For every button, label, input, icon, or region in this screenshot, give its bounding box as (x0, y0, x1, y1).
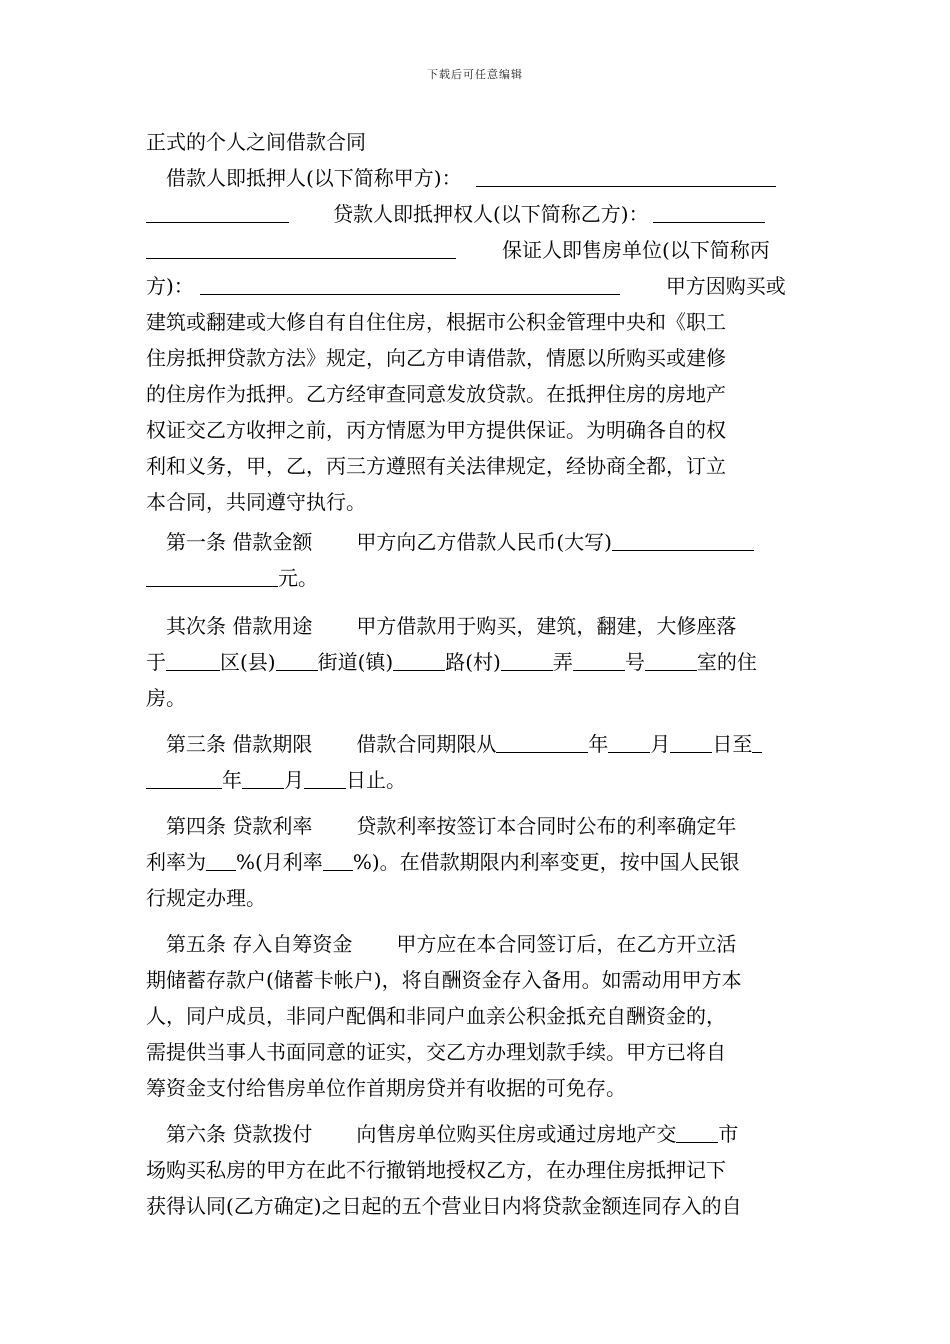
monthly-rate-label: %(月利率 (236, 850, 323, 874)
article-5-line-3: 人，同户成员，非同户配偶和非同户血亲公积金抵充自酬资金的， (146, 1004, 726, 1028)
end-year-blank-start[interactable] (752, 730, 762, 753)
article-2-line-3: 房。 (146, 686, 186, 710)
start-year-blank[interactable] (496, 730, 588, 753)
article-6-heading: 第六条 贷款拨付 (166, 1122, 313, 1146)
article-5-line-2: 期储蓄存款户(储蓄卡帐户)，将自酬资金存入备用。如需动用甲方本 (146, 968, 742, 992)
article-6-line-2: 场购买私房的甲方在此不行撤销地授权乙方，在办理住房抵押记下 (146, 1158, 726, 1182)
number-blank[interactable] (573, 648, 625, 671)
number-label: 号 (624, 650, 645, 674)
article-5-line-5: 筹资金支付给售房单位作首期房贷并有收据的可免存。 (146, 1076, 626, 1100)
borrower-label: 借款人即抵押人(以下简称甲方)： (166, 166, 462, 190)
document-title: 正式的个人之间借款合同 (146, 130, 366, 154)
article-3-heading: 第三条 借款期限 (166, 732, 313, 756)
para1-line-4: 的住房作为抵押。乙方经审查同意发放贷款。在抵押住房的房地产 (146, 382, 726, 406)
district-blank[interactable] (166, 648, 220, 671)
annual-rate-blank[interactable] (206, 848, 236, 871)
lender-blank[interactable] (653, 200, 765, 223)
loan-amount-blank[interactable] (612, 528, 754, 551)
end-day-label: 日止。 (346, 768, 406, 792)
article-2-line-1 (146, 608, 808, 644)
guarantor-label: 保证人即售房单位(以下简称丙 (502, 238, 770, 262)
intro-line-1 (146, 160, 808, 196)
article-1-line-2 (146, 560, 808, 596)
annual-rate-label: 利率为 (146, 850, 206, 874)
room-label: 室的住 (696, 650, 757, 674)
intro-line-4 (146, 268, 808, 304)
loan-amount-blank-cont[interactable] (146, 564, 278, 587)
para1-line-2: 建筑或翻建或大修自有自住住房，根据市公积金管理中央和《职工 (146, 310, 726, 334)
article-5-heading: 第五条 存入自筹资金 (166, 932, 353, 956)
para1-line-3: 住房抵押贷款方法》规定，向乙方申请借款，情愿以所购买或建修 (146, 346, 726, 370)
start-day-label: 日至 (712, 732, 753, 756)
article-4-line-1 (146, 808, 808, 844)
intro-line-3 (146, 232, 808, 268)
road-label: 路(村) (445, 650, 501, 674)
article-6-text: 向售房单位购买住房或通过房地产交 (356, 1122, 677, 1146)
location-prefix: 于 (146, 650, 166, 674)
rate-change-text: %)。在借款期限内利率变更，按中国人民银 (352, 850, 740, 874)
article-1-unit: 元。 (278, 566, 318, 590)
start-month-label: 月 (650, 732, 671, 756)
road-blank[interactable] (393, 648, 445, 671)
market-blank[interactable] (676, 1120, 718, 1143)
article-1-heading: 第一条 借款金额 (166, 530, 313, 554)
end-year-label: 年 (222, 768, 242, 792)
borrower-blank-cont[interactable] (146, 200, 289, 223)
market-label: 市 (718, 1122, 739, 1146)
start-day-blank[interactable] (670, 730, 712, 753)
para1-line-6: 利和义务，甲，乙，丙三方遵照有关法律规定，经协商全都，订立 (146, 454, 726, 478)
guarantor-blank[interactable] (200, 272, 620, 295)
article-4-line-3: 行规定办理。 (146, 886, 266, 910)
start-year-label: 年 (588, 732, 609, 756)
article-4-text: 贷款利率按签订本合同时公布的利率确定年 (356, 814, 737, 838)
article-1-text: 甲方向乙方借款人民币(大写) (356, 530, 612, 554)
room-blank[interactable] (645, 648, 697, 671)
street-blank[interactable] (276, 648, 318, 671)
article-2-heading: 其次条 借款用途 (166, 614, 313, 638)
lane-label: 弄 (552, 650, 573, 674)
article-4-line-2 (146, 844, 808, 880)
article-3-line-1 (146, 726, 808, 762)
article-5-line-4: 需提供当事人书面同意的证实，交乙方办理划款手续。甲方已将自 (146, 1040, 726, 1064)
page-header: 下载后可任意编辑 (427, 68, 523, 81)
lender-blank-cont[interactable] (146, 236, 456, 259)
street-label: 街道(镇) (317, 650, 394, 674)
end-month-label: 月 (284, 768, 304, 792)
end-day-blank[interactable] (304, 766, 346, 789)
article-3-line-2 (146, 762, 808, 798)
article-2-text: 甲方借款用于购买，建筑，翻建，大修座落 (356, 614, 737, 638)
article-4-heading: 第四条 贷款利率 (166, 814, 313, 838)
article-3-text: 借款合同期限从 (356, 732, 497, 756)
start-month-blank[interactable] (608, 730, 650, 753)
lane-blank[interactable] (501, 648, 553, 671)
monthly-rate-blank[interactable] (323, 848, 353, 871)
guarantor-label-end: 方)： (146, 274, 194, 298)
end-year-blank[interactable] (146, 766, 222, 789)
article-5-line-1 (146, 926, 808, 962)
district-label: 区(县) (220, 650, 276, 674)
para1-line-7: 本合同，共同遵守执行。 (146, 490, 366, 514)
lender-label: 贷款人即抵押权人(以下简称乙方)： (333, 202, 649, 226)
article-5-text: 甲方应在本合同签订后，在乙方开立活 (396, 932, 737, 956)
article-6-line-1 (146, 1116, 808, 1152)
article-2-line-2 (146, 644, 808, 680)
article-1-line-1 (146, 524, 808, 560)
borrower-blank[interactable] (476, 164, 776, 187)
intro-line-2 (146, 196, 808, 232)
contract-body (146, 124, 808, 1224)
para1-line-5: 权证交乙方收押之前，丙方情愿为甲方提供保证。为明确各自的权 (146, 418, 726, 442)
end-month-blank[interactable] (242, 766, 284, 789)
article-6-line-3: 获得认同(乙方确定)之日起的五个营业日内将贷款金额连同存入的自 (146, 1194, 742, 1218)
para1-start: 甲方因购买或 (665, 274, 786, 298)
